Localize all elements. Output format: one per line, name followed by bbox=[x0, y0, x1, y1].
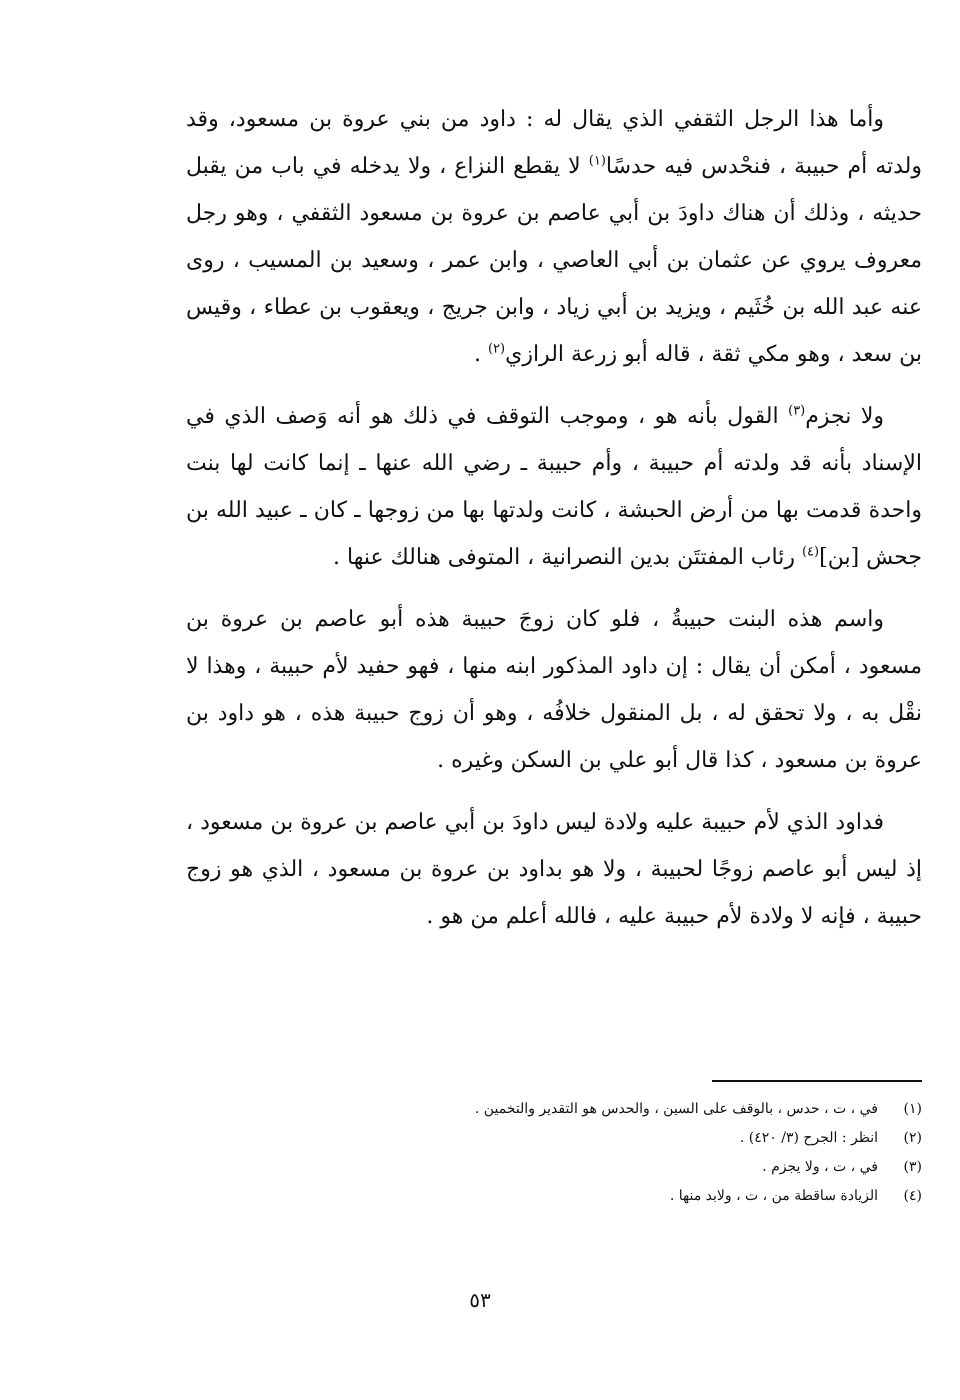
paragraph-text: . bbox=[473, 342, 488, 367]
page-number: ٥٣ bbox=[469, 1288, 491, 1312]
paragraph-text: فداود الذي لأم حبيبة عليه ولادة ليس داودَ بن أبي عاصم بن عروة بن مسعود ، إذ ليس أبو عاصم زوجًا لحبيبة ، ولا هو بداود بن عروة بن مسعود ، الذي هو زوج حبيبة ، فإنه لا ولادة لأم حبيبة عليه ، فالله أعلم من هو . bbox=[186, 810, 922, 929]
footnote-reference: (٤) bbox=[801, 544, 820, 560]
footnote-number: (٢) bbox=[903, 1130, 922, 1146]
footnote-number: (١) bbox=[903, 1101, 922, 1117]
footnote-text: في ، ت ، حدس ، بالوقف على السين ، والحدس هو التقدير والتخمين . bbox=[474, 1101, 878, 1117]
footnote-reference: (٢) bbox=[487, 341, 506, 357]
paragraph bbox=[186, 799, 922, 940]
paragraph bbox=[186, 96, 922, 378]
paragraph-text: القول بأنه هو ، وموجب التوقف في ذلك هو أنه وَصف الذي في الإسناد بأنه قد ولدته أم حبيبة ، وأم حبيبة ـ رضي الله عنها ـ إنما كانت لها بنت واحدة قدمت بها من أرض الحبشة ، كانت ولدتها بها من زوجها ـ كان ـ عبيد الله بن جحش [بن] bbox=[186, 404, 922, 570]
footnote bbox=[186, 1153, 922, 1182]
footnote-text: الزيادة ساقطة من ، ت ، ولابد منها . bbox=[669, 1188, 878, 1204]
paragraph-text: وأما هذا الرجل الثقفي الذي يقال له : داود من بني عروة بن مسعود، وقد ولدته أم حبيبة ، فنحْدس فيه حدسًا bbox=[186, 107, 923, 179]
footnote-number: (٤) bbox=[903, 1188, 922, 1204]
footnote bbox=[186, 1095, 922, 1124]
footnotes bbox=[186, 1095, 922, 1211]
footnote bbox=[186, 1182, 922, 1211]
paragraph bbox=[186, 596, 922, 784]
paragraph-text: واسم هذه البنت حبيبةُ ، فلو كان زوجَ حبيبة هذه أبو عاصم بن عروة بن مسعود ، أمكن أن يقال : إن داود المذكور ابنه منها ، فهو حفيد لأم حبيبة ، وهذا لا نقْل به ، ولا تحقق له ، بل المنقول خلافُه ، وهو أن زوج حبيبة هذه ، هو داود بن عروة بن مسعود ، كذا قال أبو علي بن السكن وغيره . bbox=[186, 607, 922, 773]
paragraph-text: رئاب المفتتَن بدين النصرانية ، المتوفى هنالك عنها . bbox=[333, 545, 802, 570]
main-text bbox=[186, 96, 922, 940]
footnote-text: انظر : الجرح (٣/ ٤٢٠) . bbox=[739, 1130, 878, 1146]
footnote-reference: (١) bbox=[588, 153, 606, 169]
footnote bbox=[186, 1124, 922, 1153]
paragraph bbox=[186, 393, 922, 581]
footnote-number: (٣) bbox=[903, 1159, 922, 1175]
paragraph-text: لا يقطع النزاع ، ولا يدخله في باب من يقبل حديثه ، وذلك أن هناك داودَ بن أبي عاصم بن عروة بن مسعود الثقفي ، وهو رجل معروف يروي عن عثمان بن أبي العاصي ، وابن عمر ، وسعيد بن المسيب ، روى عنه عبد الله بن خُثَيم ، ويزيد بن أبي زياد ، وابن جريج ، ويعقوب بن عطاء ، وقيس بن سعد ، وهو مكي ثقة ، قاله أبو زرعة الرازي bbox=[186, 154, 922, 367]
footnote-reference: (٣) bbox=[788, 403, 806, 419]
footnote-text: في ، ت ، ولا يجزم . bbox=[762, 1159, 878, 1175]
footnote-separator bbox=[712, 1080, 922, 1082]
paragraph-text: ولا نجزم bbox=[805, 404, 885, 429]
